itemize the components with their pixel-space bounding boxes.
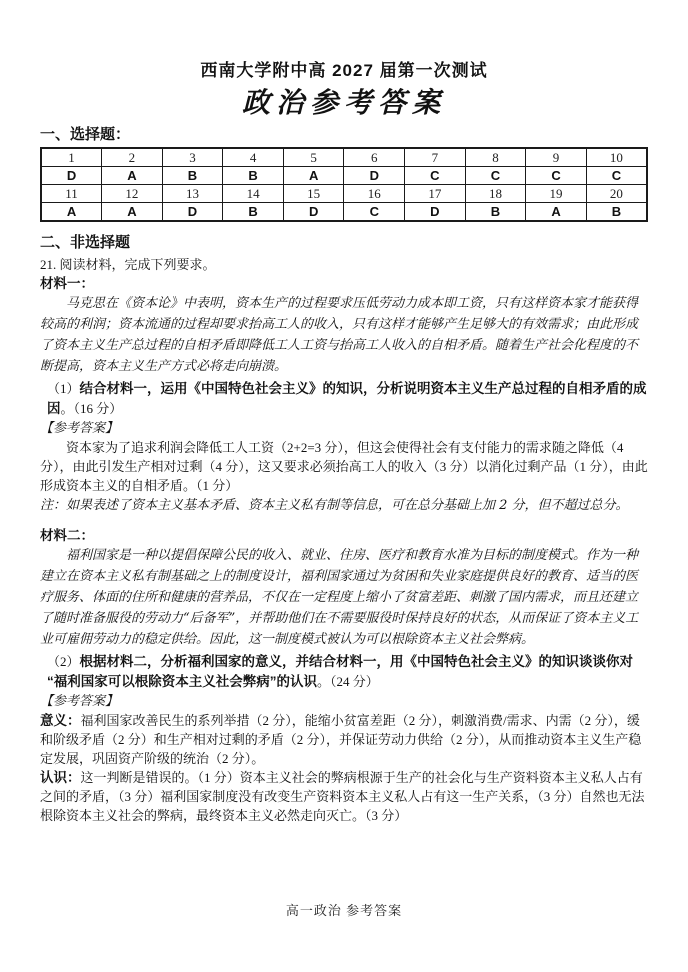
- answer-cell: B: [223, 167, 284, 185]
- question-2: [40, 652, 648, 692]
- question-1-prefix: （1）: [47, 381, 80, 396]
- answer-cell: D: [405, 203, 466, 222]
- reference-answer-label-2: 【参考答案】: [40, 694, 119, 709]
- question-number-cell: 19: [526, 185, 587, 203]
- question-1-score: 。（16 分）: [60, 401, 123, 416]
- answer-cell: D: [162, 203, 223, 222]
- question-number-cell: 18: [465, 185, 526, 203]
- understanding-label: 认识：: [40, 770, 81, 785]
- answer-cell: C: [465, 167, 526, 185]
- answer-cell: A: [526, 203, 587, 222]
- meaning-text: 福利国家改善民生的系列举措（2 分），能缩小贫富差距（2 分），刺激消费/需求、内需（2 分），缓和阶级矛盾（2 分）和生产相对过剩的矛盾（2 分），并保证劳动力供给（2 分），从而推动资本主义生产稳定发展，巩固资产阶级的统治（2 分）。: [40, 713, 642, 766]
- answer-cell: A: [41, 203, 102, 222]
- table-row-numbers-11-20: [41, 185, 647, 203]
- understanding-paragraph: [40, 768, 648, 825]
- table-row-answers-1-10: [41, 167, 647, 185]
- question-1-bold-text: 结合材料一，运用《中国特色社会主义》的知识，分析说明资本主义生产总过程的自相矛盾的成因: [47, 381, 647, 416]
- material-1-text: 马克思在《资本论》中表明，资本生产的过程要求压低劳动力成本即工资，只有这样资本家才能获得较高的利润；资本流通的过程却要求抬高工人的收入，只有这样才能够产生足够大的有效需求；由此形成了资本主义生产总过程的自相矛盾即降低工人工资与抬高工人收入的自相矛盾。随着生产社会化程度的不断提高，资本主义生产方式必将走向崩溃。: [40, 296, 639, 374]
- question-number-cell: 10: [586, 148, 647, 167]
- answer-cell: B: [162, 167, 223, 185]
- reference-answer-label-1: 【参考答案】: [40, 421, 119, 436]
- page-footer: 高一政治 参考答案: [285, 903, 403, 918]
- answer-cell: C: [586, 167, 647, 185]
- question-number-cell: 4: [223, 148, 284, 167]
- question-number-cell: 16: [344, 185, 405, 203]
- understanding-text: 这一判断是错误的。（1 分）资本主义社会的弊病根源于生产的社会化与生产资料资本主义私人占有之间的矛盾，（3 分）福利国家制度没有改变生产资料资本主义私人占有这一生产关系，（3 分）自然也无法根除资本主义社会的弊病，最终资本主义必然走向灭亡。（3 分）: [40, 770, 645, 823]
- question-number-cell: 20: [586, 185, 647, 203]
- question-number-cell: 1: [41, 148, 102, 167]
- answer-cell: C: [344, 203, 405, 222]
- question-number-cell: 13: [162, 185, 223, 203]
- question-number-cell: 12: [102, 185, 163, 203]
- section-heading-choice: 一、选择题：: [40, 126, 131, 143]
- answer-cell: D: [283, 203, 344, 222]
- page-title: 西南大学附中高 2027 届第一次测试: [200, 61, 488, 80]
- question-2-bold-text: 根据材料二，分析福利国家的意义，并结合材料一，用《中国特色社会主义》的知识谈谈你对“福利国家可以根除资本主义社会弊病”的认识: [47, 654, 634, 689]
- question-number-cell: 15: [283, 185, 344, 203]
- meaning-paragraph: [40, 711, 648, 768]
- question-21-intro: 21. 阅读材料，完成下列要求。: [40, 257, 216, 272]
- grading-note-1: 注：如果表述了资本主义基本矛盾、资本主义私有制等信息，可在总分基础上加 2 分，但不超过总分。: [40, 498, 629, 513]
- question-number-cell: 14: [223, 185, 284, 203]
- question-number-cell: 8: [465, 148, 526, 167]
- question-number-cell: 5: [283, 148, 344, 167]
- material-2-label: 材料二：: [40, 528, 94, 543]
- question-number-cell: 2: [102, 148, 163, 167]
- answer-cell: B: [465, 203, 526, 222]
- question-number-cell: 3: [162, 148, 223, 167]
- question-number-cell: 6: [344, 148, 405, 167]
- question-number-cell: 11: [41, 185, 102, 203]
- meaning-label: 意义：: [40, 713, 81, 728]
- answer-1-text: 资本家为了追求利润会降低工人工资（2+2=3 分），但这会使得社会有支付能力的需求随之降低（4 分），由此引发生产相对过剩（4 分），这又要求必须抬高工人的收入（3 分）以消化过剩产品（1 分），由此形成资本主义的自相矛盾。（1 分）: [40, 440, 648, 493]
- answer-cell: A: [102, 203, 163, 222]
- answer-cell: A: [283, 167, 344, 185]
- table-row-answers-11-20: [41, 203, 647, 222]
- question-2-prefix: （2）: [47, 654, 80, 669]
- answer-key-table: [40, 147, 648, 222]
- section-heading-noncoice: 二、非选择题: [40, 234, 131, 251]
- question-number-cell: 7: [405, 148, 466, 167]
- table-row-numbers-1-10: [41, 148, 647, 167]
- answer-subtitle: 政治参考答案: [241, 86, 446, 119]
- answer-cell: B: [586, 203, 647, 222]
- question-1: [40, 379, 648, 419]
- answer-cell: D: [344, 167, 405, 185]
- answer-cell: D: [41, 167, 102, 185]
- material-1-label: 材料一：: [40, 276, 94, 291]
- material-2-text: 福利国家是一种以提倡保障公民的收入、就业、住房、医疗和教育水准为目标的制度模式。作为一种建立在资本主义私有制基础之上的制度设计，福利国家通过为贫困和失业家庭提供良好的教育、适当的医疗服务、体面的住所和健康的营养品，不仅在一定程度上缩小了贫富差距、刺激了国内需求，而且还建立了随时准备服役的劳动力“后备军”，并帮助他们在不需要服役时保持良好的状态，从而保证了资本主义工业可雇佣劳动力的稳定供给。因此，这一制度模式被认为可以根除资本主义社会弊病。: [40, 548, 639, 647]
- question-2-score: 。（24 分）: [317, 674, 379, 689]
- answer-cell: C: [526, 167, 587, 185]
- answer-cell: A: [102, 167, 163, 185]
- spacer: [40, 516, 648, 526]
- answer-cell: B: [223, 203, 284, 222]
- question-number-cell: 9: [526, 148, 587, 167]
- answer-cell: C: [405, 167, 466, 185]
- question-number-cell: 17: [405, 185, 466, 203]
